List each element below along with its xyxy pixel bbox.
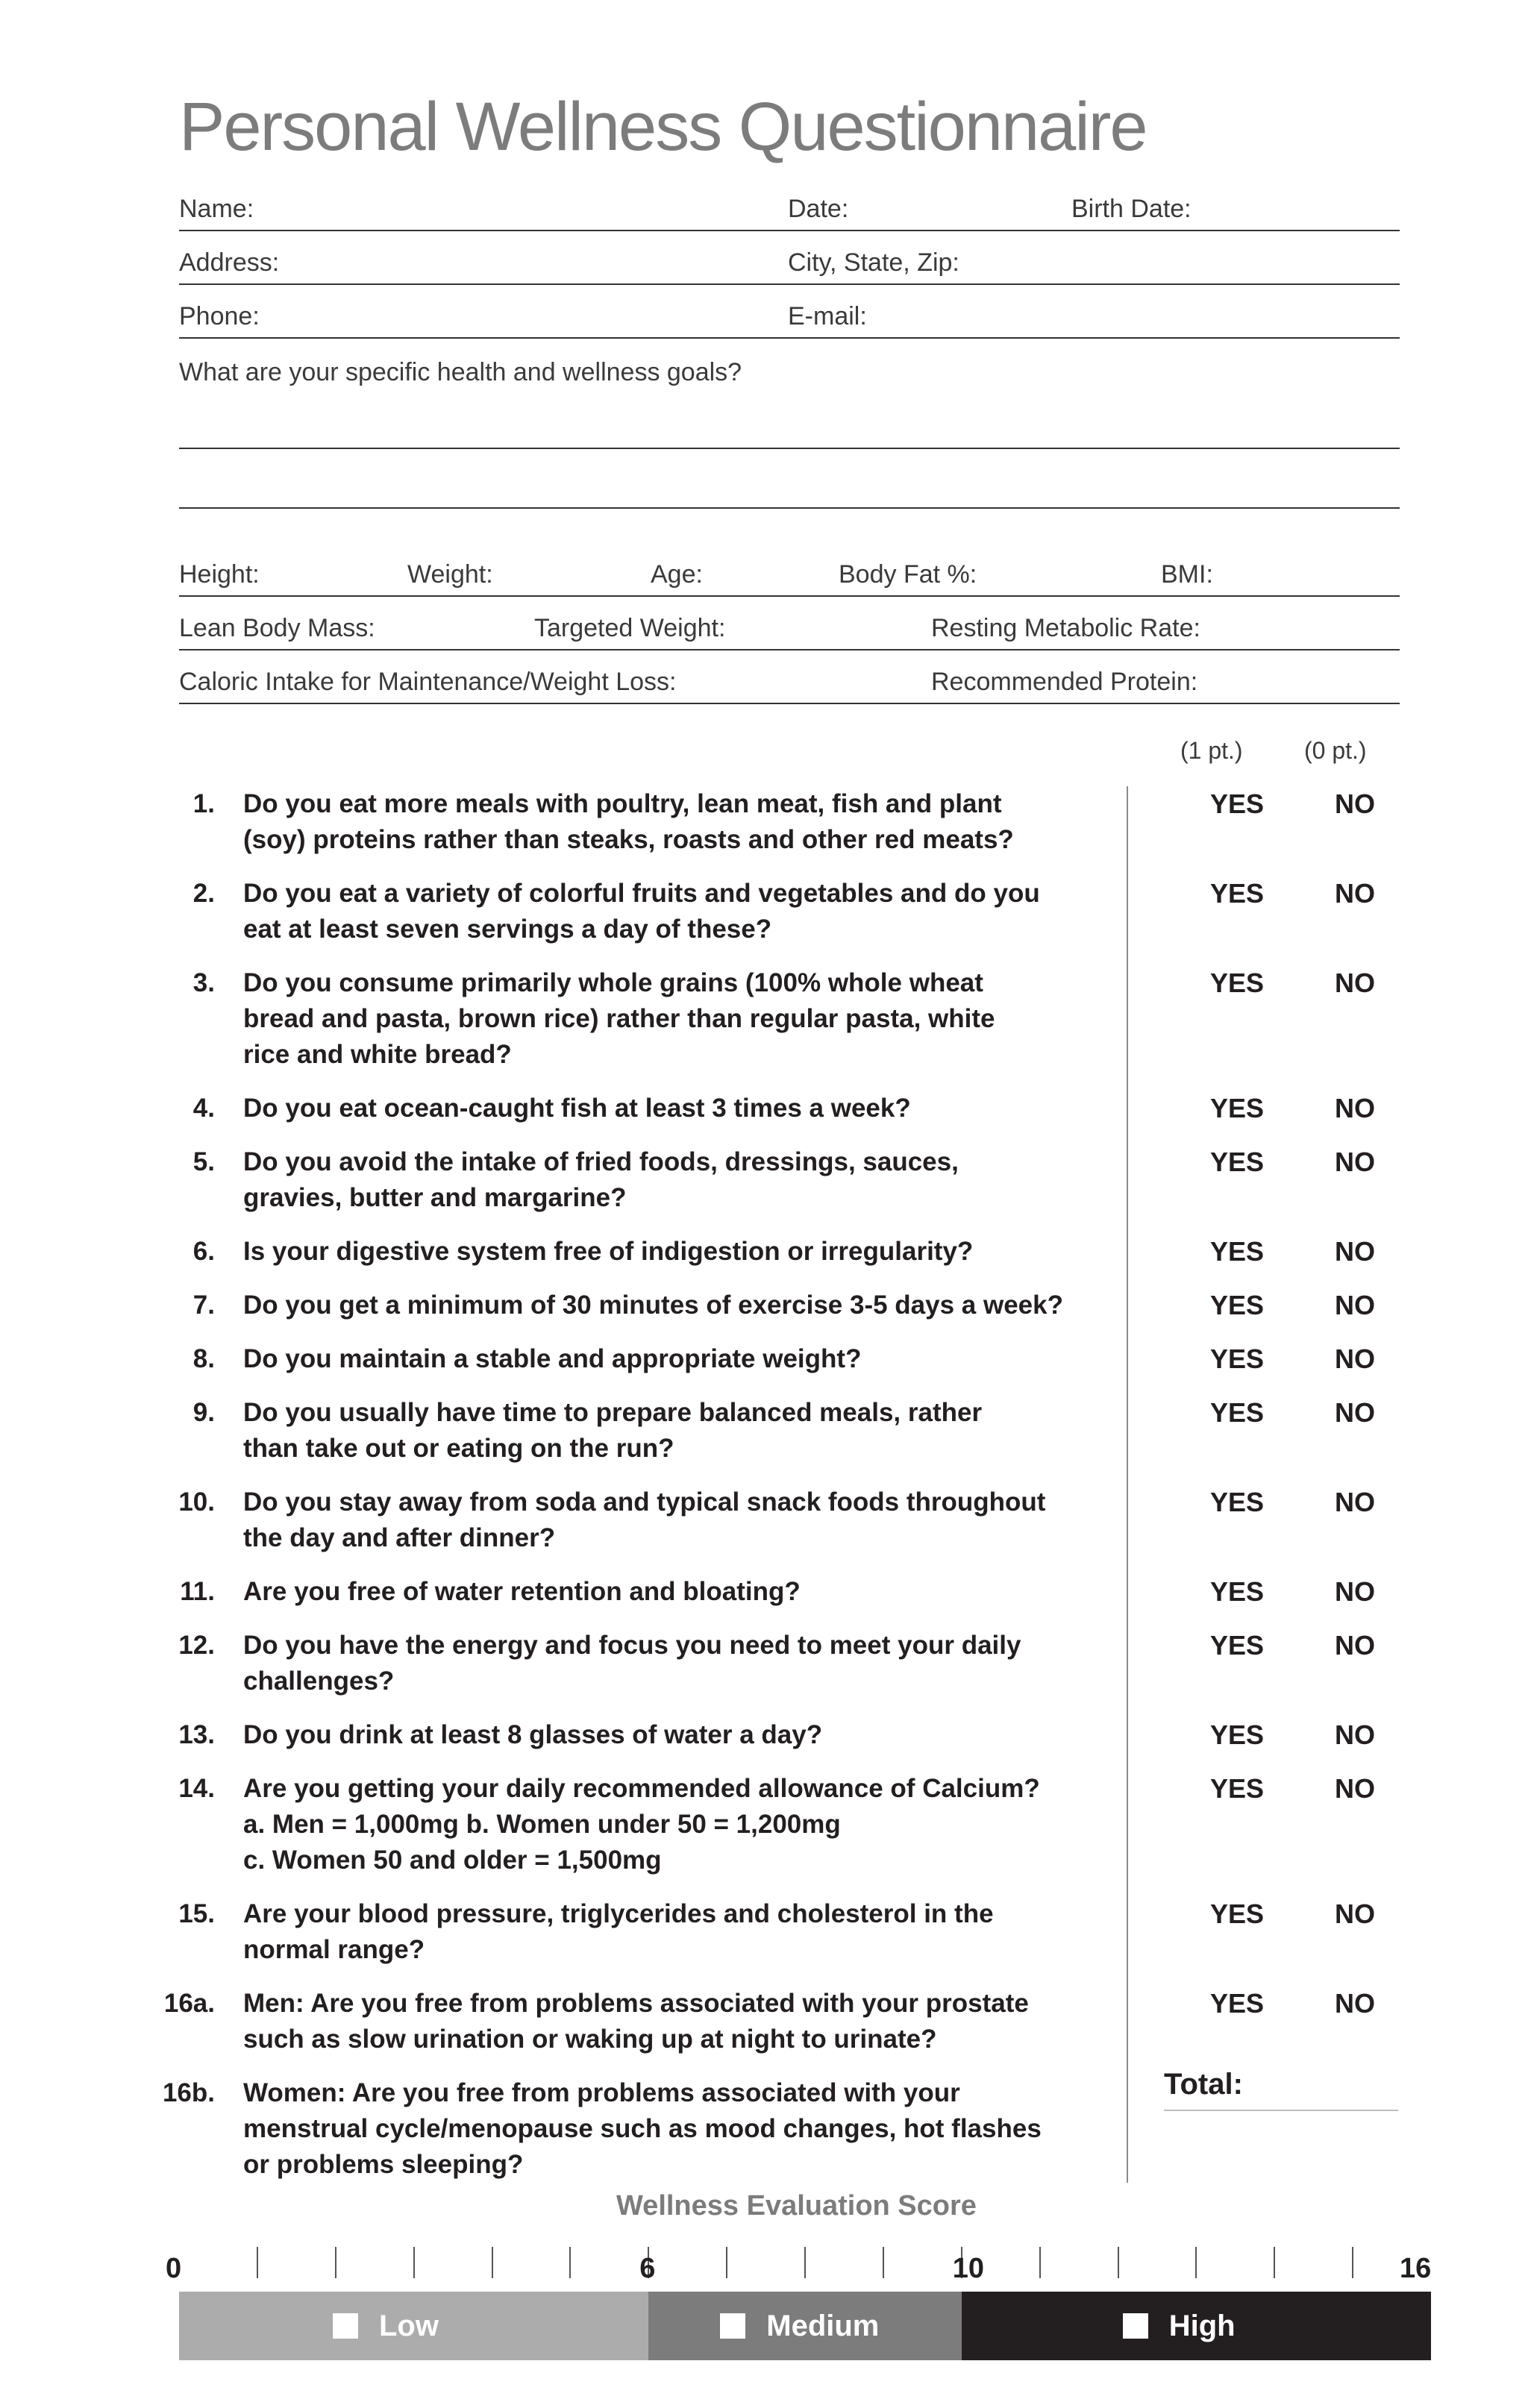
answer-no-option[interactable]: NO <box>1335 1397 1375 1428</box>
scale-tick <box>726 2247 727 2278</box>
question-text <box>243 876 1101 947</box>
answer-yes-option[interactable]: YES <box>1209 1630 1265 1661</box>
caloric-intake-field-label[interactable]: Caloric Intake for Maintenance/Weight Loss: <box>179 668 677 696</box>
question-number: 10. <box>178 1487 215 1517</box>
question-number: 4. <box>192 1094 215 1123</box>
answer-yes-option[interactable]: YES <box>1209 1093 1265 1123</box>
question-text-line: Do you eat more meals with poultry, lean meat, fish and plant <box>243 789 1002 818</box>
score-band-low <box>179 2292 648 2360</box>
age-field-label[interactable]: Age: <box>651 560 703 589</box>
answer-no-option[interactable]: NO <box>1335 1719 1375 1750</box>
scale-tick <box>257 2247 258 2278</box>
answer-no-option[interactable]: NO <box>1335 1290 1375 1320</box>
score-band-medium <box>648 2292 962 2360</box>
question-number: 16b. <box>162 2078 215 2107</box>
question-text <box>243 1717 1101 1753</box>
recommended-protein-field-label[interactable]: Recommended Protein: <box>931 668 1198 696</box>
targeted-weight-field-label[interactable]: Targeted Weight: <box>534 614 726 642</box>
scale-tick <box>335 2247 336 2278</box>
answer-no-option[interactable]: NO <box>1335 788 1375 819</box>
email-field-label[interactable]: E-mail: <box>788 302 867 330</box>
question-text-line: challenges? <box>243 1667 395 1696</box>
total-input-line[interactable] <box>1164 2110 1398 2111</box>
answer-no-option[interactable]: NO <box>1335 1773 1375 1804</box>
score-checkbox-high[interactable] <box>1123 2313 1148 2339</box>
question-text-line: Men: Are you free from problems associated with your prostate <box>243 1989 1029 2018</box>
phone-field-label[interactable]: Phone: <box>179 302 260 330</box>
form-row-calories <box>179 649 1400 704</box>
scale-tick <box>1274 2247 1275 2278</box>
weight-field-label[interactable]: Weight: <box>407 560 493 589</box>
question-number: 3. <box>192 968 215 997</box>
question-text <box>243 1896 1101 1968</box>
answer-no-option[interactable]: NO <box>1335 1093 1375 1123</box>
score-band-label: High <box>1168 2309 1236 2342</box>
scale-tick <box>413 2247 415 2278</box>
question-number: 1. <box>192 789 215 818</box>
question-text <box>243 1771 1101 1878</box>
question-number: 12. <box>178 1631 215 1660</box>
question-text-line: the day and after dinner? <box>243 1523 556 1552</box>
score-checkbox-medium[interactable] <box>720 2313 745 2339</box>
answer-no-option[interactable]: NO <box>1335 1236 1375 1267</box>
question-text-line: eat at least seven servings a day of these? <box>243 915 772 944</box>
question-text-line: Do you have the energy and focus you need to meet your daily <box>243 1631 1021 1660</box>
question-text-line: gravies, butter and margarine? <box>243 1183 627 1212</box>
question-text-line: Do you eat ocean-caught fish at least 3 times a week? <box>243 1094 911 1123</box>
answer-no-option[interactable]: NO <box>1335 1988 1375 2019</box>
question-text <box>243 1986 1101 2057</box>
answer-no-option[interactable]: NO <box>1335 1487 1375 1517</box>
answer-no-option[interactable]: NO <box>1335 1576 1375 1607</box>
question-text-line: Women: Are you free from problems associated with your <box>243 2078 960 2107</box>
scale-tick <box>1195 2247 1197 2278</box>
score-band-label: Low <box>379 2309 439 2342</box>
scale-tick <box>1352 2247 1353 2278</box>
goals-prompt: What are your specific health and wellness goals? <box>179 358 742 386</box>
scale-tick <box>1118 2247 1119 2278</box>
answer-yes-option[interactable]: YES <box>1209 1147 1265 1177</box>
answer-no-option[interactable]: NO <box>1335 1899 1375 1929</box>
name-field-label[interactable]: Name: <box>179 195 254 223</box>
city-state-zip-field-label[interactable]: City, State, Zip: <box>788 248 959 277</box>
question-text-line: a. Men = 1,000mg b. Women under 50 = 1,200mg <box>243 1810 841 1839</box>
question-text <box>243 1234 1101 1270</box>
question-number: 2. <box>192 879 215 908</box>
question-text <box>243 1395 1101 1467</box>
address-field-label[interactable]: Address: <box>179 248 280 277</box>
question-text-line: bread and pasta, brown rice) rather than regular pasta, white <box>243 1004 995 1033</box>
question-number: 8. <box>192 1344 215 1373</box>
answer-yes-option[interactable]: YES <box>1209 1487 1265 1517</box>
question-text-line: (soy) proteins rather than steaks, roasts and other red meats? <box>243 825 1014 854</box>
scale-tick-label: 6 <box>639 2253 656 2284</box>
form-row-mass <box>179 595 1400 650</box>
question-number: 6. <box>192 1237 215 1266</box>
page-title: Personal Wellness Questionnaire <box>179 89 1147 165</box>
answer-column-divider <box>1127 786 1128 2183</box>
score-band-high <box>962 2292 1431 2360</box>
no-points-header: (0 pt.) <box>1304 737 1367 764</box>
question-text-line: Are you getting your daily recommended allowance of Calcium? <box>243 1774 1040 1803</box>
question-number: 11. <box>180 1577 215 1606</box>
answer-no-option[interactable]: NO <box>1335 878 1375 909</box>
question-text-line: menstrual cycle/menopause such as mood changes, hot flashes <box>243 2114 1042 2143</box>
question-text <box>243 1574 1101 1610</box>
question-number: 5. <box>192 1147 215 1176</box>
body-fat-field-label[interactable]: Body Fat %: <box>839 560 977 589</box>
answer-yes-option[interactable]: YES <box>1209 1988 1265 2019</box>
scale-tick-label: 10 <box>952 2253 985 2284</box>
question-text-line: Do you drink at least 8 glasses of water a day? <box>243 1720 823 1749</box>
bmi-field-label[interactable]: BMI: <box>1161 560 1213 589</box>
question-text-line: Do you consume primarily whole grains (100% whole wheat <box>243 968 983 997</box>
scale-tick <box>883 2247 884 2278</box>
scale-tick-label: 0 <box>166 2253 182 2284</box>
question-text-line: Do you eat a variety of colorful fruits and vegetables and do you <box>243 879 1040 908</box>
question-text-line: normal range? <box>243 1935 425 1964</box>
form-row-phone <box>179 283 1400 339</box>
question-text-line: such as slow urination or waking up at night to urinate? <box>243 2025 937 2054</box>
scale-tick <box>492 2247 493 2278</box>
question-text <box>243 1341 1101 1377</box>
score-band-label: Medium <box>766 2309 880 2342</box>
question-text-line: rice and white bread? <box>243 1040 512 1069</box>
question-text-line: than take out or eating on the run? <box>243 1434 674 1463</box>
total-label: Total: <box>1164 2068 1243 2101</box>
question-text-line: c. Women 50 and older = 1,500mg <box>243 1846 662 1875</box>
answer-yes-option[interactable]: YES <box>1209 1397 1265 1428</box>
date-field-label[interactable]: Date: <box>788 195 849 223</box>
answer-yes-option[interactable]: YES <box>1209 1773 1265 1804</box>
answer-yes-option[interactable]: YES <box>1209 788 1265 819</box>
scale-tick-label: 16 <box>1400 2253 1432 2284</box>
form-row-body-metrics <box>179 542 1400 597</box>
answer-no-option[interactable]: NO <box>1335 1147 1375 1177</box>
answer-no-option[interactable]: NO <box>1335 968 1375 998</box>
answer-yes-option[interactable]: YES <box>1209 1236 1265 1267</box>
question-text <box>243 1628 1101 1699</box>
answer-yes-option[interactable]: YES <box>1209 1899 1265 1929</box>
score-scale-title: Wellness Evaluation Score <box>616 2190 977 2222</box>
question-text-line: or problems sleeping? <box>243 2150 524 2179</box>
question-text-line: Do you avoid the intake of fried foods, dressings, sauces, <box>243 1147 959 1176</box>
question-text-line: Do you maintain a stable and appropriate weight? <box>243 1344 862 1373</box>
score-checkbox-low[interactable] <box>333 2313 358 2339</box>
question-number: 16a. <box>163 1989 215 2018</box>
question-text <box>243 965 1101 1073</box>
question-number: 14. <box>178 1774 215 1803</box>
lean-body-mass-field-label[interactable]: Lean Body Mass: <box>179 614 375 642</box>
answer-yes-option[interactable]: YES <box>1209 1343 1265 1374</box>
answer-yes-option[interactable]: YES <box>1209 1290 1265 1320</box>
question-text <box>243 1091 1101 1126</box>
goals-answer-line-2[interactable] <box>179 507 1400 509</box>
question-text-line: Do you stay away from soda and typical snack foods throughout <box>243 1487 1046 1517</box>
scale-tick <box>1039 2247 1041 2278</box>
form-row-name <box>179 176 1400 231</box>
question-text <box>243 2075 1101 2183</box>
birth-date-field-label[interactable]: Birth Date: <box>1071 195 1192 223</box>
question-text-line: Is your digestive system free of indigestion or irregularity? <box>243 1237 974 1266</box>
answer-no-option[interactable]: NO <box>1335 1343 1375 1374</box>
question-text-line: Are you free of water retention and bloating? <box>243 1577 801 1606</box>
question-text <box>243 786 1101 858</box>
height-field-label[interactable]: Height: <box>179 560 260 589</box>
scale-tick <box>569 2247 571 2278</box>
answer-yes-option[interactable]: YES <box>1209 968 1265 998</box>
question-number: 7. <box>192 1291 215 1320</box>
question-text-line: Do you usually have time to prepare balanced meals, rather <box>243 1398 983 1427</box>
answer-yes-option[interactable]: YES <box>1209 878 1265 909</box>
question-text-line: Do you get a minimum of 30 minutes of exercise 3-5 days a week? <box>243 1291 1063 1320</box>
question-number: 15. <box>178 1899 215 1928</box>
goals-answer-line-1[interactable] <box>179 448 1400 449</box>
answer-yes-option[interactable]: YES <box>1209 1719 1265 1750</box>
scale-tick <box>804 2247 806 2278</box>
question-number: 9. <box>192 1398 215 1427</box>
question-text <box>243 1288 1101 1323</box>
question-text-line: Are your blood pressure, triglycerides and cholesterol in the <box>243 1899 994 1928</box>
question-text <box>243 1484 1101 1556</box>
question-text <box>243 1144 1101 1216</box>
yes-points-header: (1 pt.) <box>1180 737 1243 764</box>
answer-no-option[interactable]: NO <box>1335 1630 1375 1661</box>
answer-yes-option[interactable]: YES <box>1209 1576 1265 1607</box>
form-row-address <box>179 230 1400 285</box>
resting-metabolic-rate-field-label[interactable]: Resting Metabolic Rate: <box>931 614 1200 642</box>
question-number: 13. <box>178 1720 215 1749</box>
